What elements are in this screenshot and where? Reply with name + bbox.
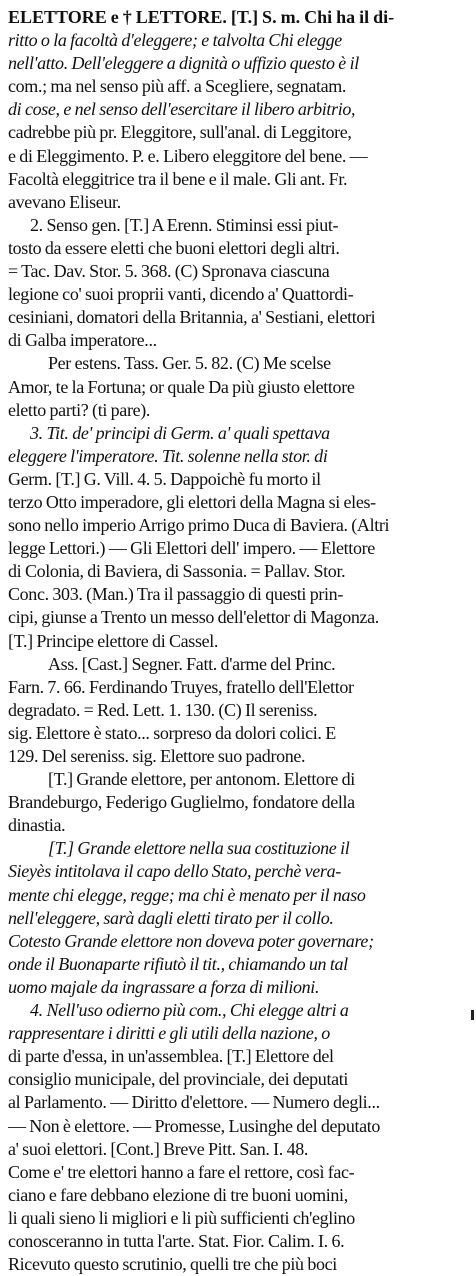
text-line: Conc. 303. (Man.) Tra il passaggio di questi prin- xyxy=(8,584,343,605)
text-line: eletto parti? (ti pare). xyxy=(8,399,151,420)
text-line: Germ. [T.] G. Vill. 4. 5. Dappoichè fu morto il xyxy=(8,468,321,489)
margin-ink-mark xyxy=(471,1010,474,1020)
subsection-grande-elettore: [T.] Grande elettore, per antonom. Elettore di xyxy=(48,769,355,790)
text-line: degradato. = Red. Lett. 1. 130. (C) Il sereniss. xyxy=(8,699,318,720)
text-line: sig. Elettore è stato... sorpreso da dolori colici. E xyxy=(8,722,336,743)
section-2-start: 2. Senso gen. [T.] A Erenn. Stiminsi essi piut- xyxy=(30,214,339,235)
text-line: di Galba imperatore... xyxy=(8,330,157,351)
text-line: uomo majale da ingrassare a forza di milioni. xyxy=(8,976,320,997)
text-line: Brandeburgo, Federigo Guglielmo, fondatore della xyxy=(8,792,355,813)
text-line: ciano e fare debbano elezione di tre buoni uomini, xyxy=(8,1184,348,1205)
text-line: cipi, giunse a Trento un messo dell'elettor di Magonza. xyxy=(8,607,379,628)
text-line: di parte d'essa, in un'assemblea. [T.] Elettore del xyxy=(8,1046,334,1067)
text-line: avevano Eliseur. xyxy=(8,191,121,212)
text-line: 129. Del sereniss. sig. Elettore suo padrone. xyxy=(8,746,306,766)
text-line: Amor, te la Fortuna; or quale Da più giusto elettore xyxy=(8,376,355,397)
text-line: — Non è elettore. — Promesse, Lusinghe del deputato xyxy=(8,1115,381,1136)
text-line: Sieyès intitolava il capo dello Stato, perchè vera- xyxy=(8,861,341,882)
text-line: terzo Otto imperadore, gli elettori della Magna si eles- xyxy=(8,491,376,512)
text-line: Farn. 7. 66. Ferdinando Truyes, fratello dell'Elettor xyxy=(8,676,354,697)
text-line: consiglio municipale, del provinciale, dei deputati xyxy=(8,1069,349,1090)
text-line: com.; ma nel senso più aff. a Scegliere, segnatam. xyxy=(8,76,347,97)
text-line: legione co' suoi proprii vanti, dicendo a' Quattordi- xyxy=(8,284,354,305)
text-line: nell'eleggere, sarà dagli eletti tirato per il collo. xyxy=(8,907,334,928)
text-line: eleggere l'imperatore. Tit. solenne nella stor. di xyxy=(8,445,328,466)
text-line: dinastia. xyxy=(8,815,66,836)
subsection-sieyes: [T.] Grande elettore nella sua costituzione il xyxy=(48,838,350,859)
text-line: Cotesto Grande elettore non doveva poter governare; xyxy=(8,930,374,951)
text-line: ritto o la facoltà d'eleggere; e talvolta Chi elegge xyxy=(8,30,342,51)
text-line: di Colonia, di Baviera, di Sassonia. = Pallav. Stor. xyxy=(8,561,346,582)
entry-headline: ELETTORE e † LETTORE. [T.] S. m. Chi ha il di- xyxy=(8,7,395,27)
text-line: onde il Buonaparte rifiutò il tit., chiamando un tal xyxy=(8,953,348,974)
text-line: a' suoi elettori. [Cont.] Breve Pitt. San. I. 48. xyxy=(8,1138,309,1159)
text-line: legge Lettori.) — Gli Elettori dell' impero. — Elettore xyxy=(8,538,375,559)
subsection-per-estens: Per estens. Tass. Ger. 5. 82. (C) Me scelse xyxy=(48,353,331,374)
subsection-ass: Ass. [Cast.] Segner. Fatt. d'arme del Princ. xyxy=(48,653,336,674)
text-line: [T.] Principe elettore di Cassel. xyxy=(8,630,219,651)
text-line: nell'atto. Dell'eleggere a dignità o uffizio questo è il xyxy=(8,53,359,74)
text-line: li quali sieno li migliori e li più sufficienti ch'eglino xyxy=(8,1207,355,1228)
text-line: Ricevuto questo scrutinio, quelli tre che più boci xyxy=(8,1254,337,1275)
text-line: mente chi elegge, regge; ma chi è menato per il naso xyxy=(8,884,366,905)
text-line: al Parlamento. — Diritto d'elettore. — Numero degli... xyxy=(8,1092,380,1113)
text-line: conosceranno in tutta l'arte. Stat. Fior. Calim. I. 6. xyxy=(8,1230,345,1251)
text-line: Come e' tre elettori hanno a fare el rettore, così fac- xyxy=(8,1161,355,1182)
dictionary-entry-elettore xyxy=(8,6,468,1276)
text-line: = Tac. Dav. Stor. 5. 368. (C) Spronava ciascuna xyxy=(8,261,330,282)
text-line: rappresentare i diritti e gli utili della nazione, o xyxy=(8,1023,330,1044)
text-line: cadrebbe più pr. Eleggitore, sull'anal. di Leggitore, xyxy=(8,122,352,143)
text-line: e di Eleggimento. P. e. Libero eleggitore del bene. — xyxy=(8,145,368,166)
section-3-start: 3. Tit. de' principi di Germ. a' quali spettava xyxy=(30,422,330,443)
text-line: di cose, e nel senso dell'esercitare il libero arbitrio, xyxy=(8,99,356,120)
section-4-start: 4. Nell'uso odierno più com., Chi elegge altri a xyxy=(30,1000,349,1021)
text-line: cesiniani, domatori della Britannia, a' Sestiani, elettori xyxy=(8,307,376,328)
text-line: sono nello imperio Arrigo primo Duca di Baviera. (Altri xyxy=(8,515,390,536)
text-line: tosto da essere eletti che buoni elettori degli altri. xyxy=(8,237,340,258)
text-line: Facoltà eleggitrice tra il bene e il male. Gli ant. Fr. xyxy=(8,168,348,189)
